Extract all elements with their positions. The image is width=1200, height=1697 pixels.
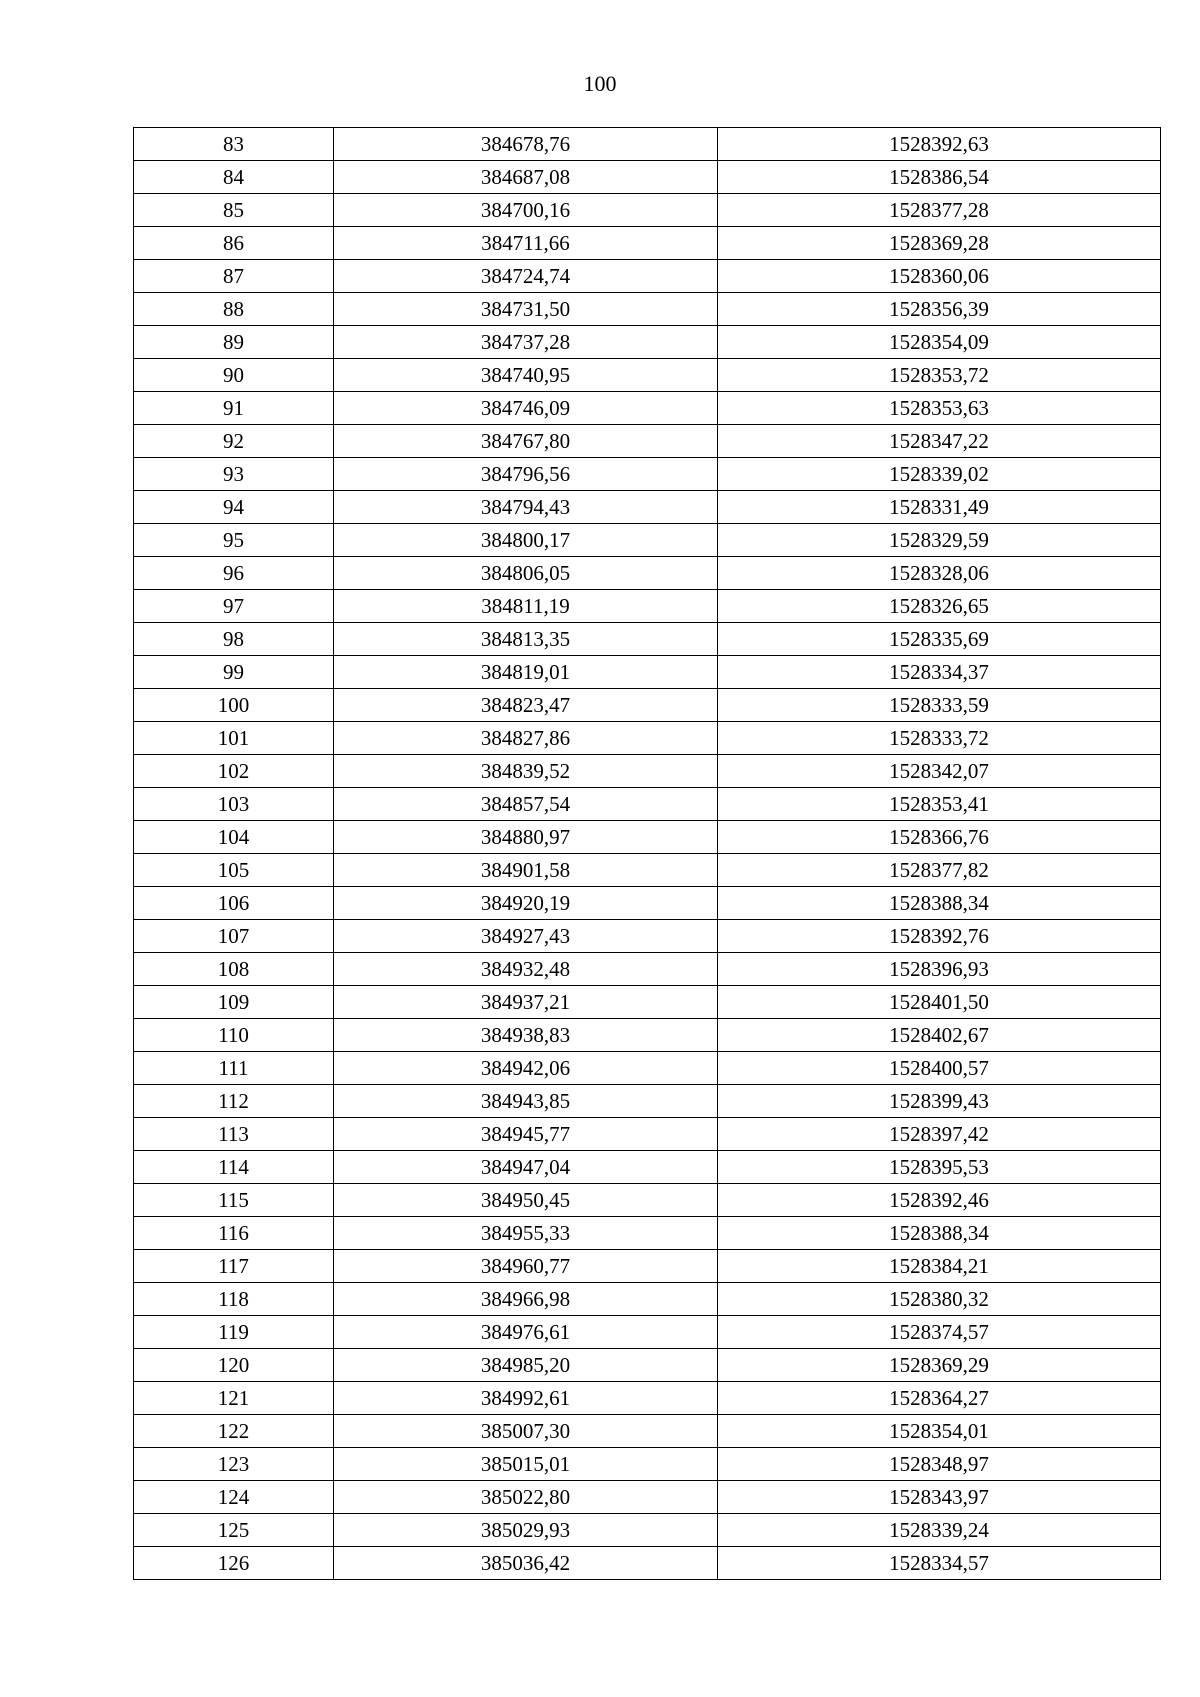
table-row [134,722,1161,755]
x-coordinate-cell: 385029,93 [334,1514,718,1547]
x-coordinate-cell: 384947,04 [334,1151,718,1184]
y-coordinate-cell: 1528353,63 [718,392,1161,425]
point-number-cell: 115 [134,1184,334,1217]
table-row [134,392,1161,425]
table-row [134,524,1161,557]
table-row [134,1415,1161,1448]
y-coordinate-cell: 1528328,06 [718,557,1161,590]
point-number-cell: 98 [134,623,334,656]
y-coordinate-cell: 1528339,02 [718,458,1161,491]
table-row [134,1019,1161,1052]
x-coordinate-cell: 384731,50 [334,293,718,326]
y-coordinate-cell: 1528399,43 [718,1085,1161,1118]
x-coordinate-cell: 384938,83 [334,1019,718,1052]
point-number-cell: 84 [134,161,334,194]
x-coordinate-cell: 384813,35 [334,623,718,656]
y-coordinate-cell: 1528354,09 [718,326,1161,359]
point-number-cell: 89 [134,326,334,359]
x-coordinate-cell: 385015,01 [334,1448,718,1481]
y-coordinate-cell: 1528369,28 [718,227,1161,260]
y-coordinate-cell: 1528388,34 [718,887,1161,920]
x-coordinate-cell: 385007,30 [334,1415,718,1448]
table-row [134,293,1161,326]
table-row [134,425,1161,458]
x-coordinate-cell: 384724,74 [334,260,718,293]
x-coordinate-cell: 384767,80 [334,425,718,458]
table-row [134,1151,1161,1184]
point-number-cell: 113 [134,1118,334,1151]
x-coordinate-cell: 384937,21 [334,986,718,1019]
point-number-cell: 109 [134,986,334,1019]
point-number-cell: 96 [134,557,334,590]
page-number: 100 [583,71,617,96]
table-row [134,1283,1161,1316]
x-coordinate-cell: 384839,52 [334,755,718,788]
x-coordinate-cell: 384985,20 [334,1349,718,1382]
x-coordinate-cell: 384737,28 [334,326,718,359]
point-number-cell: 106 [134,887,334,920]
table-row [134,1349,1161,1382]
y-coordinate-cell: 1528326,65 [718,590,1161,623]
table-row [134,161,1161,194]
x-coordinate-cell: 384927,43 [334,920,718,953]
point-number-cell: 103 [134,788,334,821]
x-coordinate-cell: 384901,58 [334,854,718,887]
point-number-cell: 114 [134,1151,334,1184]
table-row [134,557,1161,590]
point-number-cell: 111 [134,1052,334,1085]
y-coordinate-cell: 1528366,76 [718,821,1161,854]
x-coordinate-cell: 384950,45 [334,1184,718,1217]
y-coordinate-cell: 1528386,54 [718,161,1161,194]
y-coordinate-cell: 1528339,24 [718,1514,1161,1547]
table-row [134,1217,1161,1250]
point-number-cell: 90 [134,359,334,392]
table-row [134,986,1161,1019]
point-number-cell: 125 [134,1514,334,1547]
x-coordinate-cell: 384823,47 [334,689,718,722]
table-row [134,458,1161,491]
table-row [134,128,1161,161]
point-number-cell: 108 [134,953,334,986]
table-row [134,1547,1161,1580]
x-coordinate-cell: 384976,61 [334,1316,718,1349]
x-coordinate-cell: 384942,06 [334,1052,718,1085]
point-number-cell: 121 [134,1382,334,1415]
y-coordinate-cell: 1528384,21 [718,1250,1161,1283]
point-number-cell: 107 [134,920,334,953]
x-coordinate-cell: 385022,80 [334,1481,718,1514]
x-coordinate-cell: 384932,48 [334,953,718,986]
y-coordinate-cell: 1528377,28 [718,194,1161,227]
x-coordinate-cell: 384960,77 [334,1250,718,1283]
table-row [134,788,1161,821]
table-row [134,260,1161,293]
y-coordinate-cell: 1528353,72 [718,359,1161,392]
table-row [134,1085,1161,1118]
x-coordinate-cell: 384992,61 [334,1382,718,1415]
point-number-cell: 94 [134,491,334,524]
y-coordinate-cell: 1528329,59 [718,524,1161,557]
point-number-cell: 117 [134,1250,334,1283]
y-coordinate-cell: 1528333,72 [718,722,1161,755]
y-coordinate-cell: 1528356,39 [718,293,1161,326]
table-row [134,755,1161,788]
x-coordinate-cell: 384945,77 [334,1118,718,1151]
table-row [134,689,1161,722]
y-coordinate-cell: 1528347,22 [718,425,1161,458]
table-row [134,1514,1161,1547]
table-row [134,1052,1161,1085]
x-coordinate-cell: 384857,54 [334,788,718,821]
point-number-cell: 120 [134,1349,334,1382]
table-row [134,227,1161,260]
point-number-cell: 112 [134,1085,334,1118]
table-row [134,1118,1161,1151]
point-number-cell: 116 [134,1217,334,1250]
y-coordinate-cell: 1528395,53 [718,1151,1161,1184]
coordinates-table [133,127,1161,1580]
x-coordinate-cell: 385036,42 [334,1547,718,1580]
point-number-cell: 85 [134,194,334,227]
x-coordinate-cell: 384811,19 [334,590,718,623]
table-row [134,590,1161,623]
point-number-cell: 119 [134,1316,334,1349]
point-number-cell: 86 [134,227,334,260]
y-coordinate-cell: 1528377,82 [718,854,1161,887]
table-row [134,1184,1161,1217]
point-number-cell: 101 [134,722,334,755]
table-row [134,359,1161,392]
table-row [134,1481,1161,1514]
y-coordinate-cell: 1528402,67 [718,1019,1161,1052]
table-row [134,1448,1161,1481]
point-number-cell: 124 [134,1481,334,1514]
y-coordinate-cell: 1528353,41 [718,788,1161,821]
y-coordinate-cell: 1528333,59 [718,689,1161,722]
x-coordinate-cell: 384687,08 [334,161,718,194]
point-number-cell: 100 [134,689,334,722]
x-coordinate-cell: 384794,43 [334,491,718,524]
table-row [134,887,1161,920]
x-coordinate-cell: 384740,95 [334,359,718,392]
y-coordinate-cell: 1528354,01 [718,1415,1161,1448]
coordinates-table-body [134,128,1161,1580]
y-coordinate-cell: 1528331,49 [718,491,1161,524]
table-row [134,821,1161,854]
y-coordinate-cell: 1528342,07 [718,755,1161,788]
y-coordinate-cell: 1528360,06 [718,260,1161,293]
table-row [134,854,1161,887]
point-number-cell: 118 [134,1283,334,1316]
y-coordinate-cell: 1528392,46 [718,1184,1161,1217]
y-coordinate-cell: 1528364,27 [718,1382,1161,1415]
x-coordinate-cell: 384943,85 [334,1085,718,1118]
y-coordinate-cell: 1528369,29 [718,1349,1161,1382]
x-coordinate-cell: 384827,86 [334,722,718,755]
x-coordinate-cell: 384819,01 [334,656,718,689]
table-row [134,1250,1161,1283]
point-number-cell: 104 [134,821,334,854]
point-number-cell: 88 [134,293,334,326]
y-coordinate-cell: 1528400,57 [718,1052,1161,1085]
table-row [134,326,1161,359]
y-coordinate-cell: 1528348,97 [718,1448,1161,1481]
table-row [134,920,1161,953]
x-coordinate-cell: 384880,97 [334,821,718,854]
table-row [134,656,1161,689]
point-number-cell: 123 [134,1448,334,1481]
y-coordinate-cell: 1528343,97 [718,1481,1161,1514]
table-row [134,953,1161,986]
point-number-cell: 122 [134,1415,334,1448]
y-coordinate-cell: 1528335,69 [718,623,1161,656]
table-row [134,1382,1161,1415]
point-number-cell: 105 [134,854,334,887]
x-coordinate-cell: 384678,76 [334,128,718,161]
point-number-cell: 83 [134,128,334,161]
y-coordinate-cell: 1528380,32 [718,1283,1161,1316]
y-coordinate-cell: 1528392,76 [718,920,1161,953]
x-coordinate-cell: 384800,17 [334,524,718,557]
point-number-cell: 92 [134,425,334,458]
x-coordinate-cell: 384955,33 [334,1217,718,1250]
point-number-cell: 93 [134,458,334,491]
y-coordinate-cell: 1528392,63 [718,128,1161,161]
x-coordinate-cell: 384806,05 [334,557,718,590]
point-number-cell: 126 [134,1547,334,1580]
point-number-cell: 87 [134,260,334,293]
point-number-cell: 97 [134,590,334,623]
table-row [134,194,1161,227]
x-coordinate-cell: 384920,19 [334,887,718,920]
y-coordinate-cell: 1528388,34 [718,1217,1161,1250]
y-coordinate-cell: 1528396,93 [718,953,1161,986]
x-coordinate-cell: 384746,09 [334,392,718,425]
point-number-cell: 91 [134,392,334,425]
y-coordinate-cell: 1528401,50 [718,986,1161,1019]
point-number-cell: 102 [134,755,334,788]
table-row [134,623,1161,656]
table-row [134,1316,1161,1349]
x-coordinate-cell: 384700,16 [334,194,718,227]
y-coordinate-cell: 1528334,37 [718,656,1161,689]
y-coordinate-cell: 1528334,57 [718,1547,1161,1580]
x-coordinate-cell: 384966,98 [334,1283,718,1316]
point-number-cell: 110 [134,1019,334,1052]
x-coordinate-cell: 384796,56 [334,458,718,491]
y-coordinate-cell: 1528397,42 [718,1118,1161,1151]
x-coordinate-cell: 384711,66 [334,227,718,260]
point-number-cell: 95 [134,524,334,557]
table-row [134,491,1161,524]
point-number-cell: 99 [134,656,334,689]
y-coordinate-cell: 1528374,57 [718,1316,1161,1349]
